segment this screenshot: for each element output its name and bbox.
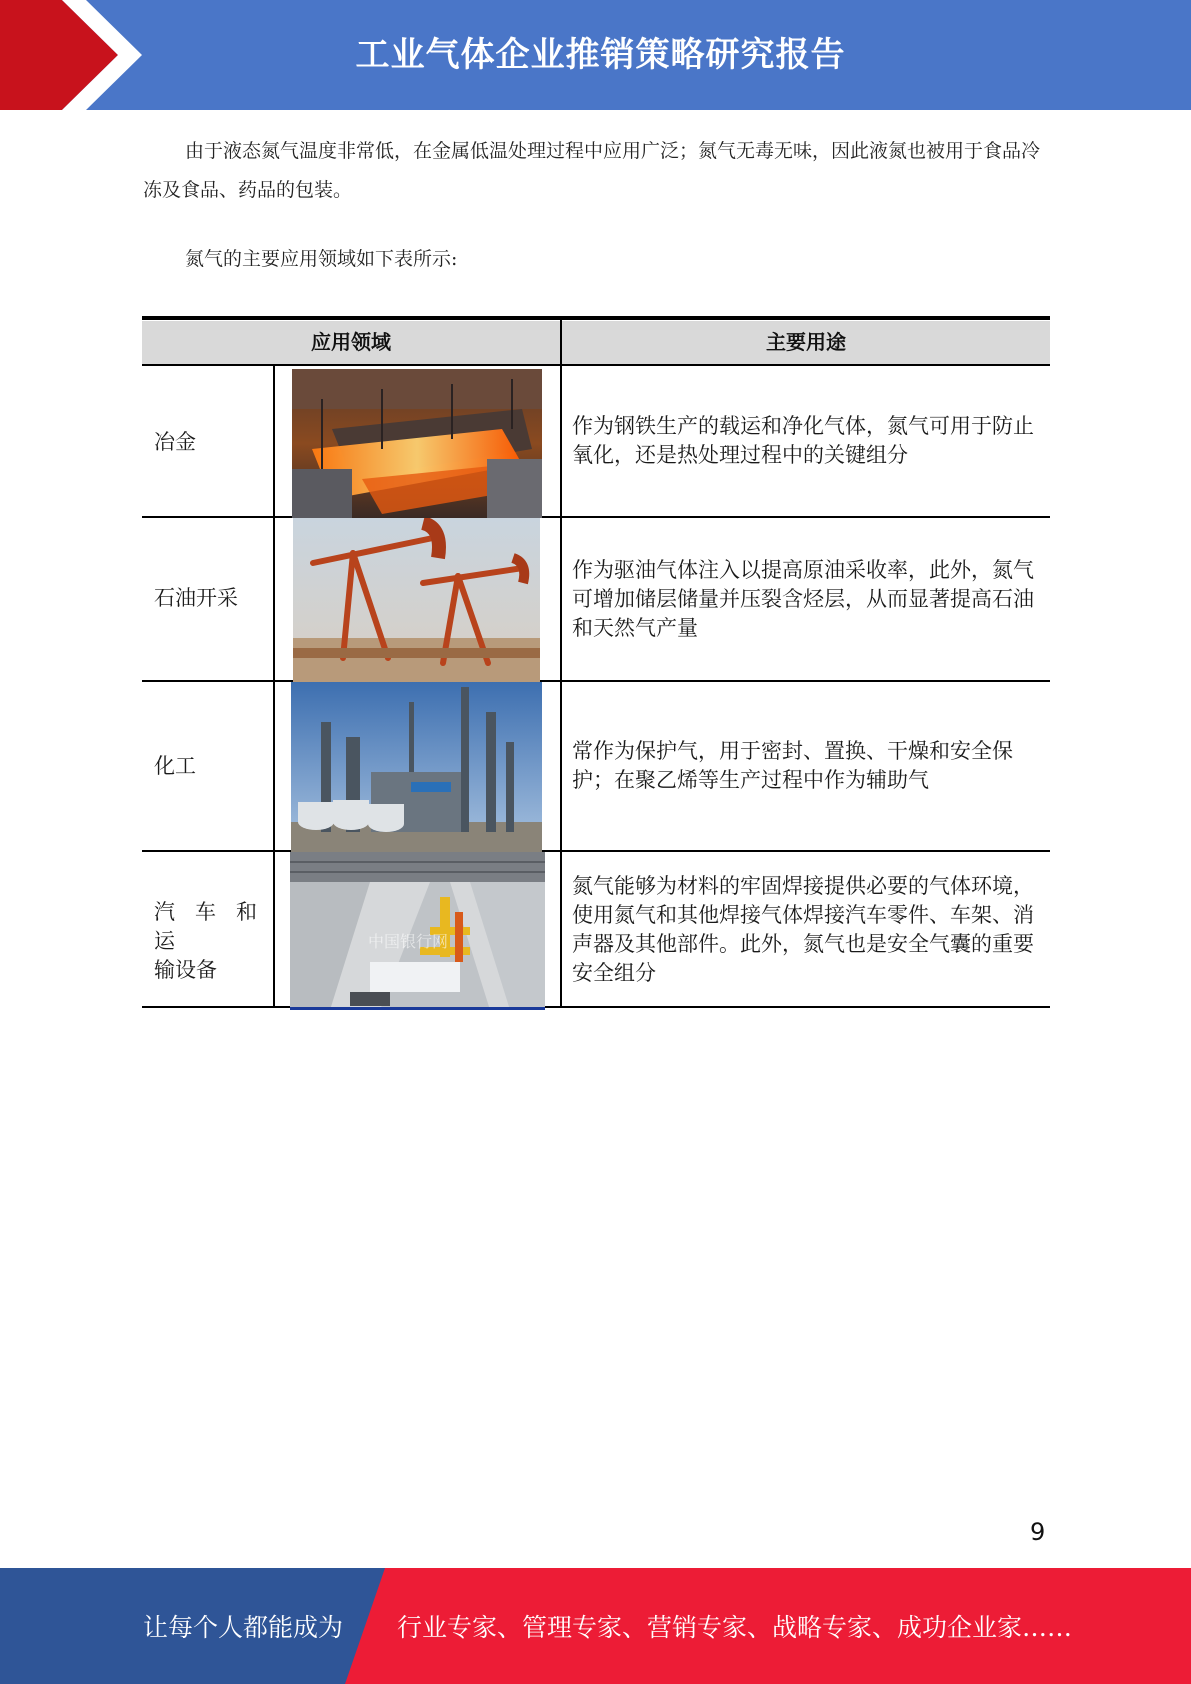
header-divider bbox=[560, 319, 562, 366]
application-field: 石油开采 bbox=[154, 586, 238, 610]
steel-mill-photo bbox=[292, 369, 542, 518]
table-header-row bbox=[142, 321, 1050, 366]
table-row bbox=[142, 366, 1050, 518]
watermark-text: 中国银行网 bbox=[368, 932, 449, 951]
table-top-rule bbox=[142, 316, 1050, 320]
application-field-line2: 输设备 bbox=[154, 958, 217, 982]
column-divider bbox=[273, 518, 275, 680]
report-title: 工业气体企业推销策略研究报告 bbox=[355, 35, 846, 75]
column-divider bbox=[560, 518, 562, 680]
page-number: 9 bbox=[1030, 1518, 1046, 1546]
table-intro-paragraph: 氮气的主要应用领域如下表所示: bbox=[185, 248, 458, 270]
application-field bbox=[154, 898, 266, 985]
main-usage-text: 作为钢铁生产的载运和净化气体，氮气可用于防止氧化，还是热处理过程中的关键组分 bbox=[572, 414, 1034, 467]
footer-slogan-right: 行业专家、管理专家、营销专家、战略专家、成功企业家…… bbox=[397, 1613, 1073, 1642]
oil-pumpjack-photo bbox=[293, 518, 540, 682]
table-row bbox=[142, 682, 1050, 852]
header-main-usage: 主要用途 bbox=[766, 330, 846, 354]
application-field: 冶金 bbox=[154, 430, 196, 454]
application-field-line1: 汽车和运 bbox=[154, 900, 266, 953]
chemical-plant-photo bbox=[291, 682, 542, 852]
column-divider bbox=[273, 366, 275, 516]
column-divider bbox=[273, 682, 275, 850]
main-usage-text: 氮气能够为材料的牢固焊接提供必要的气体环境，使用氮气和其他焊接气体焊接汽车零件、车架、消声器及其他部件。此外，氮气也是安全气囊的重要安全组分 bbox=[572, 874, 1034, 985]
main-usage-text: 作为驱油气体注入以提高原油采收率，此外，氮气可增加储层储量并压裂含烃层，从而显著提高石油和天然气产量 bbox=[572, 558, 1034, 640]
table-row bbox=[142, 518, 1050, 682]
column-divider bbox=[560, 366, 562, 516]
header-banner bbox=[0, 0, 1191, 110]
table-row bbox=[142, 852, 1050, 1008]
header-application-field: 应用领域 bbox=[311, 330, 391, 354]
footer-slogan-left: 让每个人都能成为 bbox=[143, 1613, 344, 1642]
application-field: 化工 bbox=[154, 754, 196, 778]
column-divider bbox=[273, 852, 275, 1006]
intro-paragraph: 由于液态氮气温度非常低，在金属低温处理过程中应用广泛；氮气无毒无味，因此液氮也被用于食品冷冻及食品、药品的包装。 bbox=[143, 140, 1041, 201]
auto-assembly-line-photo bbox=[290, 852, 545, 1010]
column-divider bbox=[560, 852, 562, 1006]
main-usage-text: 常作为保护气，用于密封、置换、干燥和安全保护；在聚乙烯等生产过程中作为辅助气 bbox=[572, 739, 1013, 792]
column-divider bbox=[560, 682, 562, 850]
footer-banner bbox=[0, 1568, 1191, 1684]
